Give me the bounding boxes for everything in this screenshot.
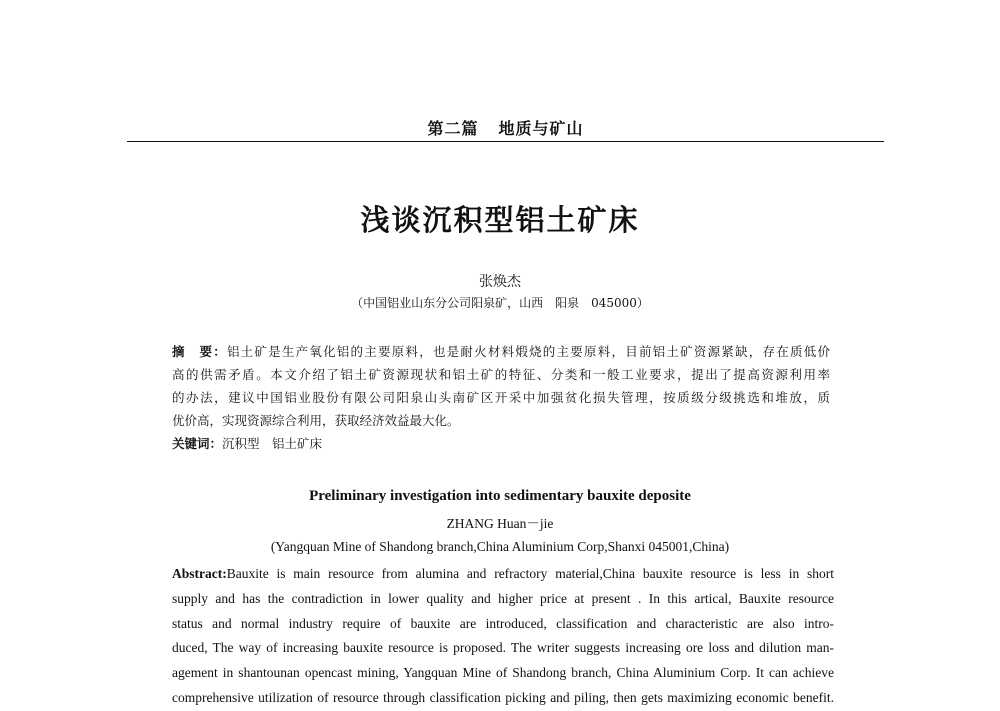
keywords-cn xyxy=(172,432,830,455)
abstract-en-line: agement in shantounan opencast mining, Yangquan Mine of Shandong branch, China Aluminium Corp. It can achieve xyxy=(172,665,834,681)
affiliation: （中国铝业山东分公司阳泉矿，山西 阳泉 045000） xyxy=(351,296,649,310)
english-affiliation: (Yangquan Mine of Shandong branch,China Aluminium Corp,Shanxi 045001,China) xyxy=(270,539,730,554)
abstract-en-text: Bauxite is main resource from alumina and refractory material,China bauxite resource is less in short xyxy=(226,566,834,581)
abstract-cn-label: 摘 要： xyxy=(172,344,227,359)
abstract-en-line xyxy=(172,562,834,587)
running-header xyxy=(127,116,884,139)
abstract-cn-line: 高的供需矛盾。本文介绍了铝土矿资源现状和铝土矿的特征、分类和一般工业要求，提出了提高资源利用率 xyxy=(172,367,830,382)
abstract-cn xyxy=(172,340,830,455)
abstract-cn-line: 的办法，建议中国铝业股份有限公司阳泉山头南矿区开采中加强贫化损失管理，按质级分级挑选和堆放，质 xyxy=(172,390,830,405)
keywords-cn-value: 沉积型 铝土矿床 xyxy=(222,436,323,451)
abstract-en-line: supply and has the contradiction in lower quality and higher price at present . In this artical, Bauxite resource xyxy=(172,590,834,606)
abstract-en-label: Abstract: xyxy=(172,566,227,581)
abstract-cn-line: 优价高，实现资源综合利用，获取经济效益最大化。 xyxy=(172,413,460,428)
keywords-cn-label: 关键词： xyxy=(172,436,223,451)
section-label: 地质与矿山 xyxy=(498,119,584,138)
author: 张焕杰 xyxy=(479,274,521,290)
paper-title: 浅谈沉积型铝土矿床 xyxy=(360,203,640,237)
abstract-en xyxy=(172,562,834,711)
english-title: Preliminary investigation into sedimentary bauxite deposite xyxy=(309,488,691,504)
english-author: ZHANG Huan－jie xyxy=(446,516,554,531)
abstract-en-line: status and normal industry require of bauxite are introduced, classification and characteristic are also intro- xyxy=(172,615,834,631)
abstract-cn-text: 铝土矿是生产氧化铝的主要原料，也是耐火材料煅烧的主要原料，目前铝土矿资源紧缺，存在质低价 xyxy=(226,344,830,359)
abstract-en-line: comprehensive utilization of resource through classification picking and piling, then gets maximizing economic benefit. xyxy=(172,689,834,705)
part-label: 第二篇 xyxy=(427,119,479,138)
header-rule xyxy=(127,141,884,142)
abstract-en-line: duced, The way of increasing bauxite resource is proposed. The writer suggests increasing ore loss and dilution man- xyxy=(172,640,834,656)
abstract-cn-line xyxy=(172,340,830,363)
